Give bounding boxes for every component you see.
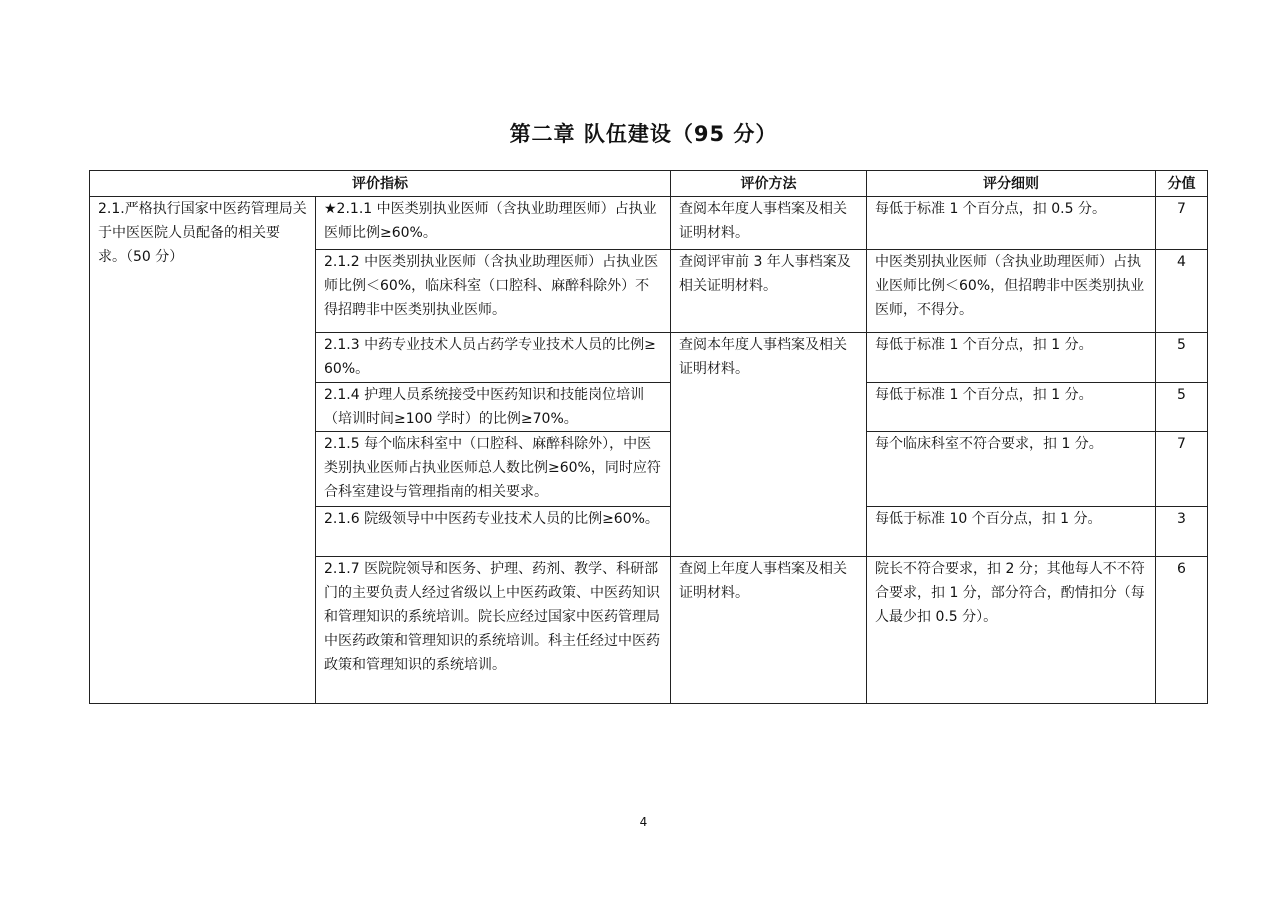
method-cell: 查阅本年度人事档案及相关证明材料。 — [671, 197, 867, 250]
scoring-cell: 每个临床科室不符合要求，扣 1 分。 — [867, 432, 1156, 507]
header-points: 分值 — [1156, 171, 1208, 197]
method-cell: 查阅本年度人事档案及相关证明材料。 — [671, 333, 867, 557]
table-header-row — [90, 171, 1208, 197]
header-indicator: 评价指标 — [90, 171, 671, 197]
page-number: 4 — [639, 815, 648, 829]
points-cell: 5 — [1156, 333, 1208, 383]
scoring-cell: 每低于标准 10 个百分点，扣 1 分。 — [867, 507, 1156, 557]
indicator-cell: 2.1.2 中医类别执业医师（含执业助理医师）占执业医师比例＜60%，临床科室（口腔科、麻醉科除外）不得招聘非中医类别执业医师。 — [316, 250, 671, 333]
indicator-cell: ★2.1.1 中医类别执业医师（含执业助理医师）占执业医师比例≥60%。 — [316, 197, 671, 250]
points-cell: 5 — [1156, 383, 1208, 432]
header-scoring: 评分细则 — [867, 171, 1156, 197]
indicator-cell: 2.1.7 医院院领导和医务、护理、药剂、教学、科研部门的主要负责人经过省级以上中医药政策、中医药知识和管理知识的系统培训。院长应经过国家中医药管理局中医药政策和管理知识的系统培训。科主任经过中医药政策和管理知识的系统培训。 — [316, 557, 671, 704]
method-cell: 查阅评审前 3 年人事档案及相关证明材料。 — [671, 250, 867, 333]
method-cell: 查阅上年度人事档案及相关证明材料。 — [671, 557, 867, 704]
scoring-cell: 院长不符合要求，扣 2 分；其他每人不不符合要求，扣 1 分，部分符合，酌情扣分（每人最少扣 0.5 分）。 — [867, 557, 1156, 704]
evaluation-table — [89, 170, 1208, 704]
points-cell: 4 — [1156, 250, 1208, 333]
scoring-cell: 每低于标准 1 个百分点，扣 1 分。 — [867, 383, 1156, 432]
points-cell: 3 — [1156, 507, 1208, 557]
indicator-cell: 2.1.5 每个临床科室中（口腔科、麻醉科除外），中医类别执业医师占执业医师总人数比例≥60%，同时应符合科室建设与管理指南的相关要求。 — [316, 432, 671, 507]
category-cell: 2.1.严格执行国家中医药管理局关于中医医院人员配备的相关要求。（50 分） — [90, 197, 316, 704]
indicator-cell: 2.1.6 院级领导中中医药专业技术人员的比例≥60%。 — [316, 507, 671, 557]
scoring-cell: 每低于标准 1 个百分点，扣 1 分。 — [867, 333, 1156, 383]
scoring-cell: 每低于标准 1 个百分点，扣 0.5 分。 — [867, 197, 1156, 250]
points-cell: 7 — [1156, 432, 1208, 507]
points-cell: 7 — [1156, 197, 1208, 250]
indicator-cell: 2.1.3 中药专业技术人员占药学专业技术人员的比例≥60%。 — [316, 333, 671, 383]
page-title: 第二章 队伍建设（95 分） — [509, 122, 778, 146]
points-cell: 6 — [1156, 557, 1208, 704]
table-row — [90, 197, 1208, 250]
header-method: 评价方法 — [671, 171, 867, 197]
indicator-cell: 2.1.4 护理人员系统接受中医药知识和技能岗位培训（培训时间≥100 学时）的比例≥70%。 — [316, 383, 671, 432]
scoring-cell: 中医类别执业医师（含执业助理医师）占执业医师比例＜60%，但招聘非中医类别执业医师，不得分。 — [867, 250, 1156, 333]
